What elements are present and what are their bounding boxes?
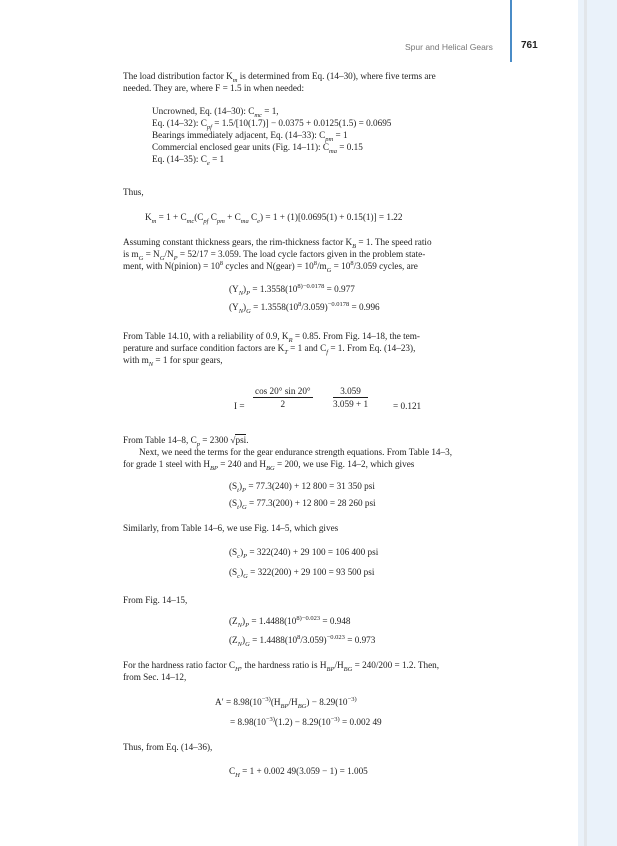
denominator: 2 (280, 399, 286, 409)
page-number: 761 (521, 40, 538, 51)
list-item: Bearings immediately adjacent, Eq. (14–33): $C_{pm} = 1$ (152, 130, 348, 143)
running-header-title: Spur and Helical Gears (405, 42, 493, 52)
equation: $A' = 8.98(10^{-3)}(H_{BP}/H_{BG}) - 8.29(10^{-3)}$ (215, 695, 357, 710)
text-line: Assuming constant thickness gears, the rim-thickness factor $K_B = 1$. The speed ratio (123, 237, 432, 250)
numerator: 3.059 (333, 386, 368, 398)
equation: $K_m = 1 + C_{mc}(C_{pf}$ $C_{pm} + C_{ma}$ $C_e) = 1 + (1)[0.0695(1) + 0.15(1)] = 1.22$ (145, 212, 403, 225)
denominator: 3.059 + 1 (333, 399, 369, 409)
fraction (333, 386, 368, 409)
text-line: ment, with N(pinion) = $10^8$ cycles and N(gear) = $10^8/m_G = 10^8/3.059$ cycles, are (123, 259, 418, 274)
text-line: Thus, from Eq. (14–36), (123, 742, 213, 752)
text-line: is $m_G = N_G/N_P = 52/17 = 3.059$. The load cycle factors given in the problem state- (123, 249, 426, 262)
equation: I = (234, 401, 245, 411)
text-line: Similarly, from Table 14–6, we use Fig. 14–5, which gives (123, 523, 339, 533)
equation: $(S_t)_P = 77.3(240) + 12$ 800 = 31 350 psi (229, 481, 375, 494)
scrollbar[interactable] (584, 0, 587, 846)
equation: $(Z_N)_G = 1.4488(10^8/3.059)^{-0.023} = 0.973$ (229, 633, 376, 648)
equation: $(S_t)_G = 77.3(200) + 12$ 800 = 28 260 psi (229, 498, 376, 511)
equation: $(Z_N)_P = 1.4488(10^{8)-0.023} = 0.948$ (229, 614, 351, 629)
list-item: Eq. (14–35): $C_e = 1$ (152, 154, 225, 167)
equation: $(Y_N)_P = 1.3558(10^{8)-0.0178} = 0.977$ (229, 282, 355, 297)
text-line: perature and surface condition factors are $K_T = 1$ and $C_f = 1$. From Eq. (14–23), (123, 343, 416, 356)
list-item: Eq. (14–32): $C_{pf} = 1.5/[10(1.7)] - 0.0375 + 0.0125(1.5) = 0.0695$ (152, 118, 392, 131)
equation: $(Y_N)_G = 1.3558(10^8/3.059)^{-0.0178} = 0.996$ (229, 300, 380, 315)
text-line: Next, we need the terms for the gear endurance strength equations. From Table 14–3, (139, 447, 452, 457)
header-divider (510, 0, 512, 62)
equation: $C_H = 1 + 0.002$ 49(3.059 − 1) = 1.005 (229, 766, 368, 779)
list-item: Uncrowned, Eq. (14–30): $C_{mc} = 1$, (152, 106, 279, 119)
text-line: Thus, (123, 187, 144, 197)
text-line: For the hardness ratio factor $C_H$, the hardness ratio is $H_{BP}/H_{BG} = 240/200 = 1.2$. Then, (123, 660, 440, 673)
equation: = 0.121 (393, 401, 422, 411)
text-line: The load distribution factor $K_m$ is determined from Eq. (14–30), where five terms are (123, 71, 436, 84)
text-line: for grade 1 steel with $H_{BP} = 240$ and $H_{BG} = 200$, we use Fig. 14–2, which gives (123, 459, 415, 472)
equation: = $8.98(10^{-3)}(1.2) - 8.29(10^{-3)} = 0.002$ 49 (230, 715, 382, 727)
numerator: cos 20° sin 20° (255, 386, 311, 396)
text-line: needed. They are, where F = 1.5 in when needed: (123, 83, 305, 93)
text-line: From Table 14.10, with a reliability of 0.9, $K_R = 0.85$. From Fig. 14–18, the tem- (123, 331, 420, 344)
fraction (253, 386, 313, 409)
equation: $(S_c)_P = 322(240) + 29$ 100 = 106 400 psi (229, 547, 379, 560)
text-line: From Fig. 14–15, (123, 595, 188, 605)
text-line: with $m_N = 1$ for spur gears, (123, 355, 223, 368)
text-line: From Table 14–8, $C_p = 2300$ √psi. (123, 435, 249, 448)
text-line: from Sec. 14–12, (123, 672, 187, 682)
list-item: Commercial enclosed gear units (Fig. 14–11): $C_{ma} = 0.15$ (152, 142, 363, 155)
equation: $(S_c)_G = 322(200) + 29$ 100 = 93 500 psi (229, 567, 375, 580)
